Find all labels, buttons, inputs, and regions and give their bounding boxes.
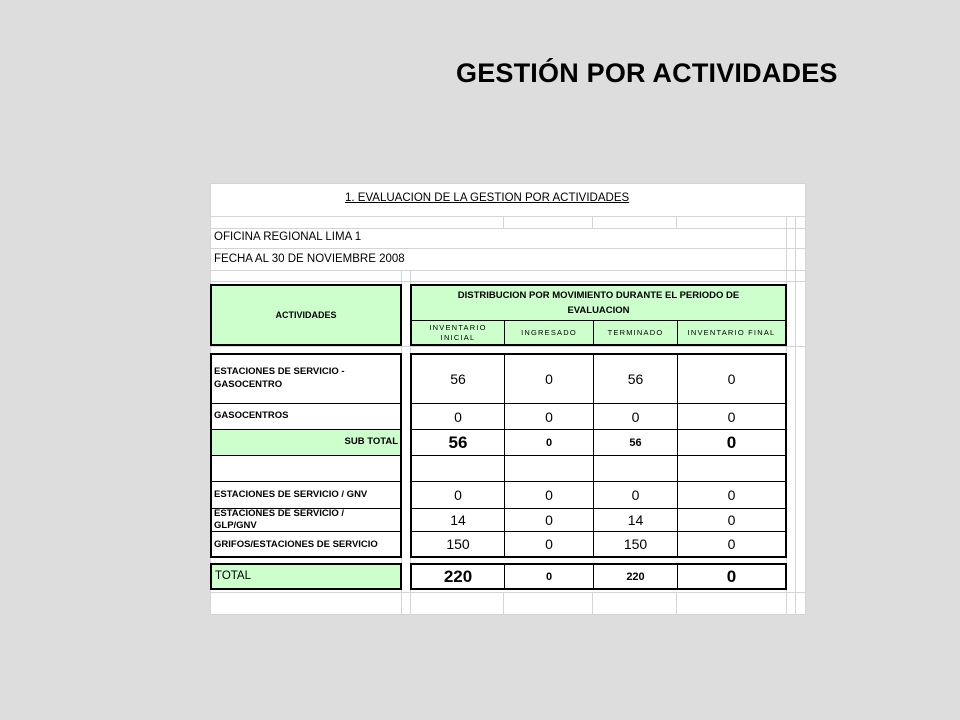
value-cell: 56 (450, 371, 466, 387)
total-cell: 220 (626, 570, 645, 583)
value-cell: 0 (631, 487, 640, 503)
value-cell: 0 (727, 371, 736, 387)
page-title: GESTIÓN POR ACTIVIDADES (456, 58, 838, 88)
total-values (410, 563, 787, 590)
activities-header: ACTIVIDADES (275, 310, 337, 320)
column-header: INVENTARIO INICIAL (429, 322, 487, 342)
value-cell: 0 (545, 487, 553, 503)
total-cell: 0 (545, 570, 553, 583)
total-cell: 0 (726, 566, 737, 586)
value-cell: 0 (727, 487, 736, 503)
row-label: ESTACIONES DE SERVICIO / GLP/GNV (214, 508, 345, 531)
total-label-cell (210, 563, 402, 590)
row-label: ESTACIONES DE SERVICIO / GNV (214, 489, 368, 500)
subtotal-cell: 56 (448, 432, 468, 452)
column-header: INGRESADO (521, 327, 577, 337)
value-cell: 0 (454, 487, 462, 503)
value-cell: 14 (627, 512, 644, 528)
value-cell: 0 (545, 371, 553, 387)
activities-header-cell (210, 284, 402, 346)
row-label: GRIFOS/ESTACIONES DE SERVICIO (214, 539, 378, 550)
value-cell: 0 (545, 512, 553, 528)
value-cell: 0 (454, 408, 462, 425)
value-cell: 0 (727, 536, 736, 552)
value-cell: 150 (623, 536, 648, 552)
subtotal-cell: 0 (726, 432, 737, 452)
column-header: INVENTARIO FINAL (687, 327, 776, 337)
value-cell: 14 (450, 512, 466, 528)
value-cell: 0 (545, 408, 553, 425)
values-grid (410, 353, 787, 558)
distribution-header-cell (410, 284, 787, 346)
value-cell: 0 (727, 408, 736, 425)
value-cell: 0 (545, 536, 553, 552)
row-label: SUB TOTAL (344, 436, 398, 447)
subtotal-cell: 56 (629, 436, 642, 449)
row-label: GASOCENTROS (214, 410, 289, 421)
column-header: TERMINADO (607, 327, 664, 337)
total-cell: 220 (443, 566, 473, 586)
value-cell: 150 (446, 536, 470, 552)
date-label: FECHA AL 30 DE NOVIEMBRE 2008 (214, 253, 405, 265)
activity-labels (210, 353, 402, 558)
distribution-header: DISTRIBUCION POR MOVIMIENTO DURANTE EL PERIODO DE EVALUACION (457, 290, 740, 316)
row-label: ESTACIONES DE SERVICIO - GASOCENTRO (214, 366, 345, 390)
value-cell: 56 (627, 371, 644, 387)
subtotal-cell: 0 (545, 436, 553, 449)
total-label: TOTAL (215, 570, 251, 582)
sheet-title: 1. EVALUACION DE LA GESTION POR ACTIVIDADES (345, 192, 630, 204)
value-cell: 0 (727, 512, 736, 528)
value-cell: 0 (631, 408, 640, 425)
office-label: OFICINA REGIONAL LIMA 1 (214, 231, 362, 243)
